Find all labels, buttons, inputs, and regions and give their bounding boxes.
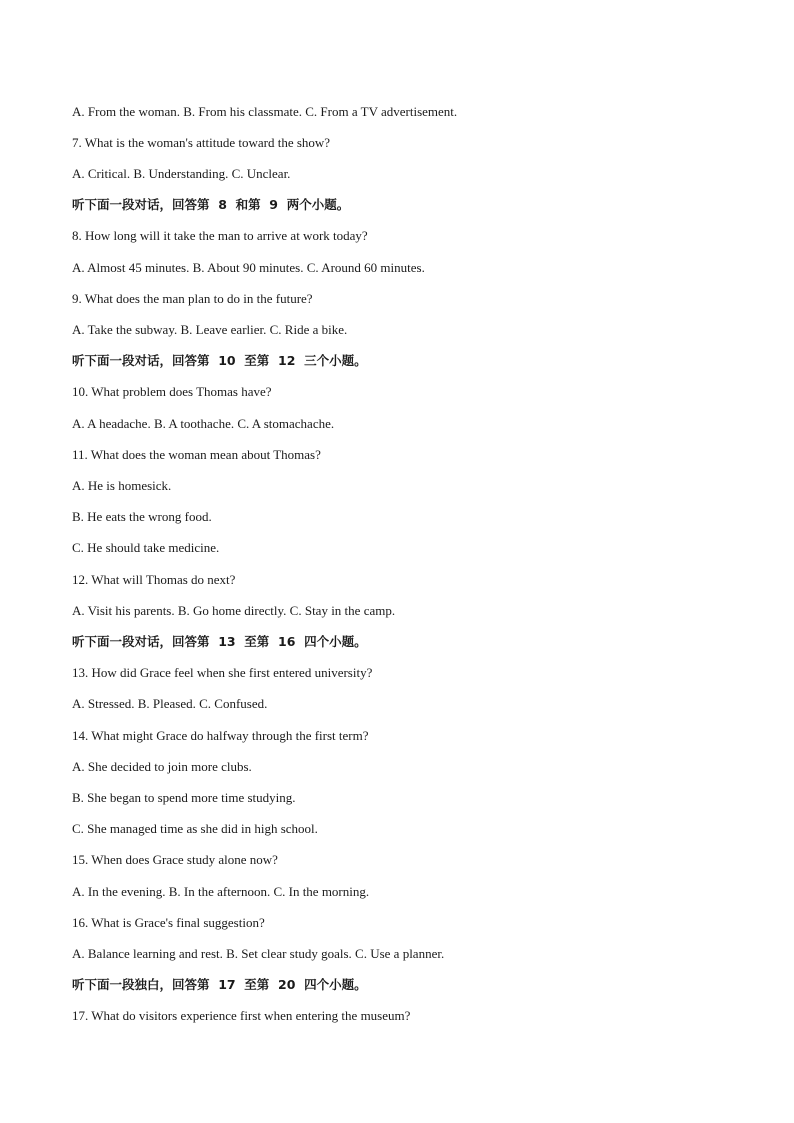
answer-option-q14-c: C. She managed time as she did in high school. (72, 821, 318, 836)
answer-options-q9: A. Take the subway. B. Leave earlier. C. Ride a bike. (72, 322, 348, 337)
answer-options-q6: A. From the woman. B. From his classmate. C. From a TV advertisement. (72, 104, 458, 119)
question-11: 11. What does the woman mean about Thomas? (72, 447, 321, 462)
answer-options-q12: A. Visit his parents. B. Go home directly. C. Stay in the camp. (72, 603, 396, 618)
answer-options-q15: A. In the evening. B. In the afternoon. C. In the morning. (72, 884, 370, 899)
section-instruction-8-9: 听下面一段对话，回答第 8 和第 9 两个小题。 (72, 197, 350, 212)
answer-option-q11-a: A. He is homesick. (72, 478, 172, 493)
answer-option-q14-b: B. She began to spend more time studying. (72, 790, 296, 805)
question-17: 17. What do visitors experience first when entering the museum? (72, 1008, 411, 1023)
answer-option-q14-a: A. She decided to join more clubs. (72, 759, 252, 774)
answer-option-q11-b: B. He eats the wrong food. (72, 509, 212, 524)
answer-option-q11-c: C. He should take medicine. (72, 540, 220, 555)
section-instruction-17-20: 听下面一段独白，回答第 17 至第 20 四个小题。 (72, 977, 367, 992)
answer-options-q8: A. Almost 45 minutes. B. About 90 minutes. C. Around 60 minutes. (72, 260, 425, 275)
question-14: 14. What might Grace do halfway through the first term? (72, 728, 369, 743)
question-8: 8. How long will it take the man to arrive at work today? (72, 228, 368, 243)
section-instruction-13-16: 听下面一段对话，回答第 13 至第 16 四个小题。 (72, 634, 367, 649)
answer-options-q10: A. A headache. B. A toothache. C. A stomachache. (72, 416, 335, 431)
section-instruction-10-12: 听下面一段对话，回答第 10 至第 12 三个小题。 (72, 353, 367, 368)
question-12: 12. What will Thomas do next? (72, 572, 236, 587)
question-9: 9. What does the man plan to do in the future? (72, 291, 313, 306)
answer-options-q16: A. Balance learning and rest. B. Set clear study goals. C. Use a planner. (72, 946, 445, 961)
question-13: 13. How did Grace feel when she first entered university? (72, 665, 373, 680)
question-15: 15. When does Grace study alone now? (72, 852, 278, 867)
answer-options-q7: A. Critical. B. Understanding. C. Unclear. (72, 166, 291, 181)
answer-options-q13: A. Stressed. B. Pleased. C. Confused. (72, 696, 268, 711)
question-16: 16. What is Grace's final suggestion? (72, 915, 265, 930)
question-7: 7. What is the woman's attitude toward the show? (72, 135, 331, 150)
question-10: 10. What problem does Thomas have? (72, 384, 272, 399)
